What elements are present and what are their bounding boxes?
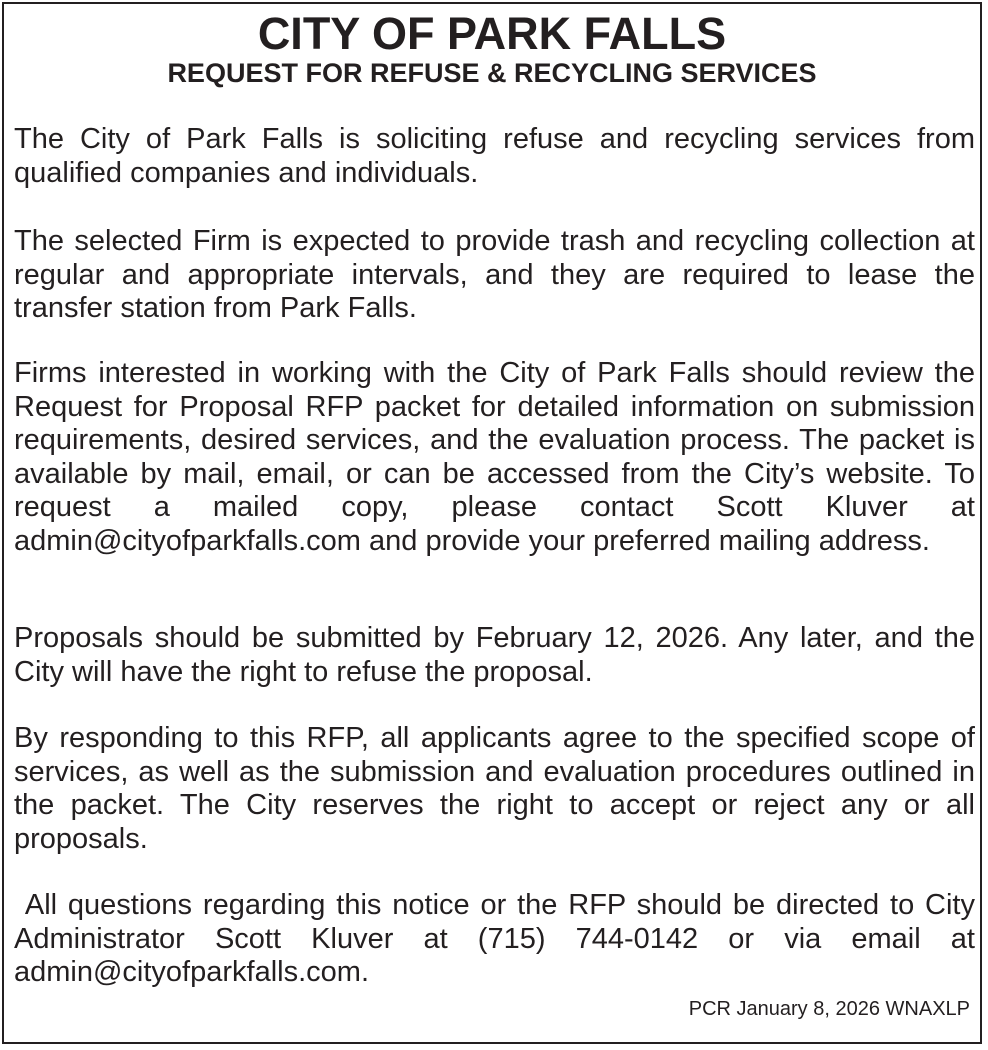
publication-footer: PCR January 8, 2026 WNAXLP (688, 998, 970, 1020)
paragraph-questions: All questions regarding this notice or the RFP should be directed to City Administrator Scott Kluver at (715) 744-0142 or via email at admin@cityofparkfalls.com. (14, 889, 975, 988)
legal-notice (2, 2, 982, 1044)
paragraph-deadline: Proposals should be submitted by February 12, 2026. Any later, and the City will have the right to refuse the proposal. (14, 622, 975, 688)
paragraph-agreement: By responding to this RFP, all applicants agree to the specified scope of services, as well as the submission and evaluation procedures outlined in the packet. The City reserves the right to accept or reject any or all proposals. (14, 722, 975, 855)
notice-title: CITY OF PARK FALLS (257, 8, 727, 59)
paragraph-rfp-packet: Firms interested in working with the City of Park Falls should review the Request for Proposal RFP packet for detailed information on submission requirements, desired services, and the evaluation process. The packet is available by mail, email, or can be accessed from the City’s website. To request a mailed copy, please contact Scott Kluver at admin@cityofparkfalls.com and provide your preferred mailing address. (14, 357, 975, 557)
paragraph-scope: The selected Firm is expected to provide trash and recycling collection at regular and appropriate intervals, and they are required to lease the transfer station from Park Falls. (14, 225, 975, 324)
notice-subtitle: REQUEST FOR REFUSE & RECYCLING SERVICES (167, 58, 817, 88)
paragraph-solicitation: The City of Park Falls is soliciting refuse and recycling services from qualified companies and individuals. (14, 123, 975, 189)
